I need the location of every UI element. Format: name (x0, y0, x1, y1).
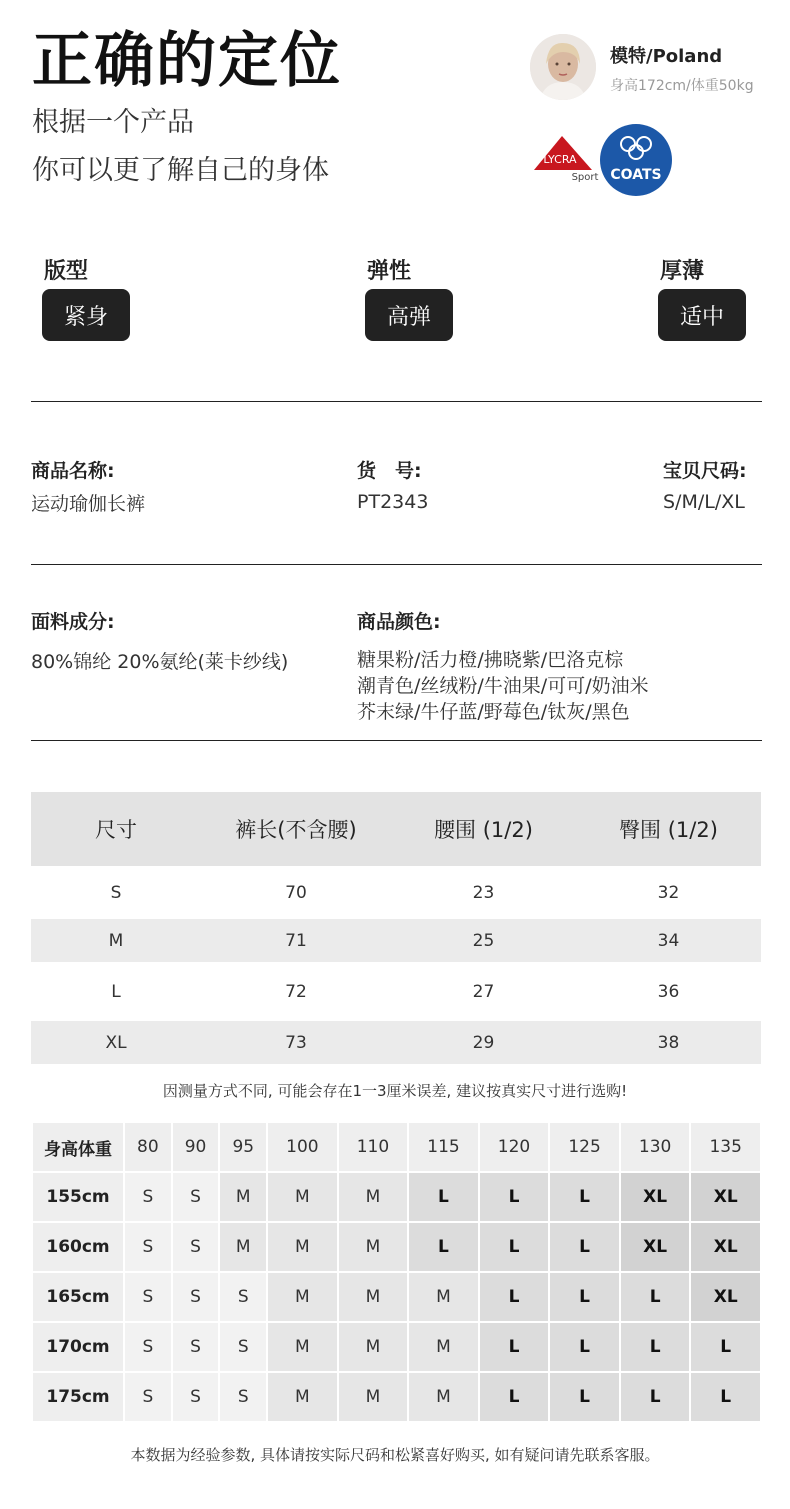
lycra-sport-text: Sport (571, 172, 599, 183)
size-cell: M (268, 1323, 337, 1371)
size-cell: S (125, 1273, 171, 1321)
size-cell: L (691, 1373, 760, 1421)
table-row (33, 1173, 760, 1221)
coats-text: COATS (610, 167, 662, 183)
colors-line: 糖果粉/活力橙/拂晓紫/巴洛克棕 (357, 649, 624, 671)
header-cell: 腰围 (1/2) (434, 818, 533, 842)
measurement-note: 因测量方式不同, 可能会存在1一3厘米误差, 建议按真实尺寸进行选购! (162, 1082, 628, 1100)
size-table (31, 792, 761, 1064)
size-cell: XL (691, 1223, 760, 1271)
table-cell: 32 (657, 882, 680, 903)
size-cell: S (173, 1273, 219, 1321)
size-cell: L (550, 1273, 619, 1321)
model-name: 模特/Poland (610, 46, 723, 67)
size-cell: M (409, 1373, 478, 1421)
table-cell: 36 (657, 981, 680, 1002)
size-value: S/M/L/XL (663, 491, 745, 513)
header-cell: 臀围 (1/2) (619, 818, 718, 842)
size-cell: M (220, 1173, 266, 1221)
colors-line: 潮青色/丝绒粉/牛油果/可可/奶油米 (357, 675, 649, 697)
recommend-header-row (33, 1123, 760, 1171)
size-cell: L (621, 1373, 690, 1421)
header-cell: 尺寸 (95, 818, 137, 842)
table-cell: 34 (657, 930, 680, 951)
size-cell: XL (691, 1273, 760, 1321)
size-cell: S (125, 1223, 171, 1271)
table-cell: 70 (285, 882, 307, 903)
table-cell: 72 (285, 981, 307, 1002)
weight-header-cell: 135 (691, 1123, 760, 1171)
size-cell: M (409, 1273, 478, 1321)
table-row (31, 962, 761, 1021)
size-cell: M (339, 1373, 408, 1421)
size-cell: L (480, 1323, 549, 1371)
size-cell: M (268, 1273, 337, 1321)
size-cell: L (409, 1223, 478, 1271)
size-cell: L (409, 1173, 478, 1221)
table-cell: S (110, 882, 122, 903)
model-avatar (530, 34, 596, 100)
table-cell: 73 (285, 1032, 307, 1053)
size-cell: XL (621, 1173, 690, 1221)
size-cell: M (268, 1373, 337, 1421)
size-cell: M (339, 1273, 408, 1321)
weight-header-cell: 120 (480, 1123, 549, 1171)
divider (31, 564, 762, 565)
size-cell: S (220, 1373, 266, 1421)
size-cell: L (480, 1373, 549, 1421)
page-title: 正确的定位 (32, 26, 342, 96)
size-cell: S (220, 1273, 266, 1321)
size-cell: M (339, 1173, 408, 1221)
size-cell: L (480, 1173, 549, 1221)
model-stats: 身高172cm/体重50kg (610, 78, 754, 94)
weight-header-cell: 80 (125, 1123, 171, 1171)
size-cell: S (173, 1373, 219, 1421)
size-cell: M (220, 1223, 266, 1271)
weight-header-cell: 95 (220, 1123, 266, 1171)
product-name-value: 运动瑜伽长裤 (31, 493, 146, 515)
table-cell: 29 (472, 1032, 495, 1053)
fabric-label: 面料成分: (31, 611, 115, 633)
size-cell: L (550, 1373, 619, 1421)
attr-pill-elasticity: 高弹 (365, 289, 453, 341)
sku-value: PT2343 (357, 491, 429, 513)
table-row (33, 1273, 760, 1321)
size-cell: M (339, 1323, 408, 1371)
table-cell: 38 (657, 1032, 680, 1053)
weight-header-cell: 90 (173, 1123, 219, 1171)
size-cell: L (550, 1173, 619, 1221)
size-cell: S (125, 1173, 171, 1221)
table-cell: 25 (472, 930, 495, 951)
size-cell: S (173, 1223, 219, 1271)
attr-pill-thickness: 适中 (658, 289, 746, 341)
size-label: 宝贝尺码: (663, 460, 747, 482)
size-cell: L (550, 1323, 619, 1371)
size-cell: XL (621, 1223, 690, 1271)
colors-line: 芥末绿/牛仔蓝/野莓色/钛灰/黑色 (357, 701, 630, 723)
attr-label-fit: 版型 (44, 259, 89, 284)
size-cell: M (268, 1173, 337, 1221)
subtitle-line-1: 根据一个产品 (32, 107, 194, 138)
height-label-cell: 175cm (33, 1373, 123, 1421)
size-cell: XL (691, 1173, 760, 1221)
size-cell: M (268, 1223, 337, 1271)
weight-header-cell: 125 (550, 1123, 619, 1171)
size-cell: S (220, 1323, 266, 1371)
attr-label-thickness: 厚薄 (660, 259, 705, 284)
divider (31, 740, 762, 741)
height-label-cell: 155cm (33, 1173, 123, 1221)
size-cell: S (125, 1323, 171, 1371)
table-row (31, 1021, 761, 1064)
table-row (31, 866, 761, 919)
size-cell: L (550, 1223, 619, 1271)
table-cell: XL (105, 1032, 127, 1053)
table-row (31, 919, 761, 962)
table-cell: 71 (285, 930, 307, 951)
height-label-cell: 160cm (33, 1223, 123, 1271)
product-name-label: 商品名称: (31, 460, 115, 482)
header-cell: 裤长(不含腰) (235, 818, 357, 842)
subtitle-line-2: 你可以更了解自己的身体 (32, 155, 329, 186)
weight-header-cell: 100 (268, 1123, 337, 1171)
table-cell: L (111, 981, 121, 1002)
size-cell: L (480, 1223, 549, 1271)
weight-header-cell: 115 (409, 1123, 478, 1171)
height-label-cell: 165cm (33, 1273, 123, 1321)
height-label-cell: 170cm (33, 1323, 123, 1371)
size-cell: S (173, 1323, 219, 1371)
size-recommendation-table (31, 1121, 762, 1423)
attr-pill-fit: 紧身 (42, 289, 130, 341)
colors-label: 商品颜色: (357, 611, 441, 633)
divider (31, 401, 762, 402)
table-row (33, 1373, 760, 1421)
table-row (33, 1223, 760, 1271)
size-cell: S (173, 1173, 219, 1221)
size-cell: L (691, 1323, 760, 1371)
corner-cell: 身高体重 (33, 1123, 123, 1171)
table-cell: 27 (472, 981, 495, 1002)
size-cell: M (339, 1223, 408, 1271)
sku-label: 货 号: (357, 460, 422, 482)
size-cell: S (125, 1373, 171, 1421)
weight-header-cell: 110 (339, 1123, 408, 1171)
table-row (33, 1323, 760, 1371)
size-cell: L (480, 1273, 549, 1321)
size-cell: L (621, 1323, 690, 1371)
disclaimer-note: 本数据为经验参数, 具体请按实际尺码和松紧喜好购买, 如有疑问请先联系客服。 (130, 1446, 660, 1464)
size-table-header (31, 792, 761, 866)
table-cell: M (108, 930, 124, 951)
weight-header-cell: 130 (621, 1123, 690, 1171)
size-cell: L (621, 1273, 690, 1321)
table-cell: 23 (472, 882, 495, 903)
attr-label-elasticity: 弹性 (367, 259, 412, 284)
fabric-value: 80%锦纶 20%氨纶(莱卡纱线) (31, 651, 289, 673)
size-cell: M (409, 1323, 478, 1371)
coats-logo (598, 122, 674, 198)
lycra-text: LYCRA (543, 153, 577, 166)
